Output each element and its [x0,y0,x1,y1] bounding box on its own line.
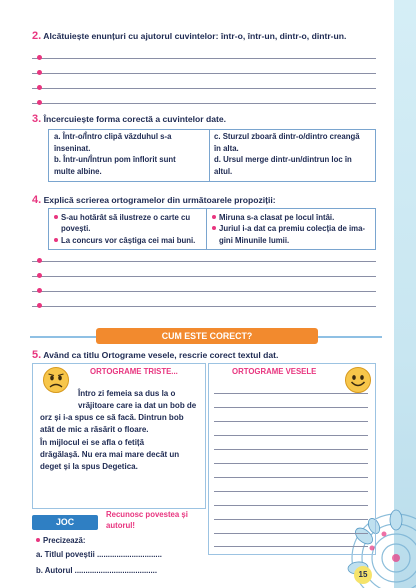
bullet-icon [37,288,42,293]
joc-answer-a[interactable]: a. Titlul poveștii .............................. [36,550,162,559]
ex3-divider [209,129,210,181]
ex3-number: 3. [32,113,42,125]
story-line-5: În mijlocul ei se afla o fetiță [40,438,145,447]
ex4-text: Explică scrierea ortogramelor din următoarele propoziții: [43,195,276,205]
ex3-text: Încercuiește forma corectă a cuvintelor date. [43,114,227,124]
writing-line[interactable] [214,546,368,547]
writing-line[interactable] [32,306,376,307]
ex3-cell-d [214,154,372,177]
ex4-left-3: La concurs vor câștiga cei mai buni. [61,236,196,245]
writing-line[interactable] [214,477,368,478]
joc-label: JOC [32,515,98,530]
story-line-4: atât de mic a răsărit o floare. [40,425,149,434]
bullet-icon [212,226,216,230]
happy-title: ORTOGRAME VESELE [232,367,317,376]
sad-face-icon [42,366,70,394]
ex5-text: Având ca titlu Ortograme vesele, rescrie corect textul dat. [43,350,279,360]
ex3-text-b2: multe albine. [54,166,102,176]
ex2-text: Alcătuiește enunțuri cu ajutorul cuvintelor: într-o, într-un, dintr-o, dintr-un. [43,31,347,41]
writing-line[interactable] [214,519,368,520]
happy-face-icon [344,366,372,394]
ex2-instruction [32,30,346,42]
ex4-sentence-1 [54,212,204,223]
writing-line[interactable] [214,533,368,534]
writing-line[interactable] [32,261,376,262]
ex3-cell-b [54,154,206,177]
story-line-6: drăgălașă. Nu era mai mare decât un [40,450,180,459]
bullet-icon [37,85,42,90]
bullet-icon [37,70,42,75]
ex4-right-2: Juriul i-a dat ca premiu colecția de ima- [219,224,366,233]
ex3-text-d2: altul. [214,166,233,176]
ex3-text-b[interactable]: Într-un/Întrun pom înflorit sunt [63,155,176,164]
writing-line[interactable] [32,88,376,89]
ex3-text-c[interactable]: Sturzul zboară dintr-o/dintro creangă [222,132,360,141]
story-line-7: deget și la spus Degetica. [40,462,138,471]
writing-line[interactable] [32,103,376,104]
writing-line[interactable] [214,435,368,436]
ex3-letter-d: d. [214,155,221,164]
ex4-sentence-2 [54,235,204,246]
page-number: 15 [354,566,372,584]
bullet-icon [54,238,58,242]
ex5-instruction [32,349,278,361]
joc-answer-b[interactable]: b. Autorul ...................................... [36,566,158,575]
ex2-number: 2. [32,30,42,42]
section-banner: CUM ESTE CORECT? [96,328,318,344]
ex3-letter-b: b. [54,155,61,164]
ex4-left-1: S-au hotărât să ilustreze o carte cu [61,213,191,222]
ex4-right-3: gini Minunile lumii. [219,236,290,245]
writing-line[interactable] [214,407,368,408]
ex3-text-a[interactable]: Într-o/Întro clipă văzduhul s-a [62,132,172,141]
ex5-number: 5. [32,349,42,361]
writing-line[interactable] [214,505,368,506]
story-line-1: Întro zi femeia sa dus la o [78,389,176,398]
ex3-cell-c [214,131,372,154]
ex4-sentence-4b [219,235,289,246]
sad-title: ORTOGRAME TRISTE... [90,367,178,376]
bullet-icon [212,215,216,219]
writing-line[interactable] [32,291,376,292]
bullet-icon [37,258,42,263]
ex3-instruction [32,113,226,125]
joc-prompt [36,536,85,545]
bullet-icon [37,55,42,60]
bullet-icon [37,303,42,308]
ex4-sentence-3 [212,212,372,223]
writing-line[interactable] [214,491,368,492]
writing-line[interactable] [32,58,376,59]
bullet-icon [36,538,40,542]
ex3-text-a2: înseninat. [54,143,91,153]
ex3-text-d[interactable]: Ursul merge dintr-un/dintrun loc în [223,155,352,164]
writing-line[interactable] [214,421,368,422]
joc-title-1: Recunosc povestea și [106,510,188,519]
ex4-right-1: Miruna s-a clasat pe locul întâi. [219,213,335,222]
joc-prompt-text: Precizează: [43,536,86,545]
ex4-number: 4. [32,194,42,206]
ex4-left-2: povești. [61,224,91,233]
bullet-icon [37,100,42,105]
story-line-3: orz și i-a spus ce să facă. Dintrun bob [40,413,184,422]
ex4-divider [206,208,207,249]
joc-title-2: autorul! [106,521,136,530]
ex3-text-c2: în alta. [214,143,239,153]
ex4-sentence-1b [61,223,90,234]
ex3-letter-c: c. [214,132,221,141]
writing-line[interactable] [32,73,376,74]
ex3-cell-a [54,131,206,154]
writing-line[interactable] [214,449,368,450]
ex3-letter-a: a. [54,132,61,141]
writing-line[interactable] [32,276,376,277]
writing-line[interactable] [214,393,368,394]
bullet-icon [37,273,42,278]
ex4-instruction [32,194,276,206]
writing-line[interactable] [214,463,368,464]
bullet-icon [54,215,58,219]
ex4-sentence-4 [212,223,372,234]
story-line-2: vrăjitoare care ia dat un bob de [78,401,197,410]
